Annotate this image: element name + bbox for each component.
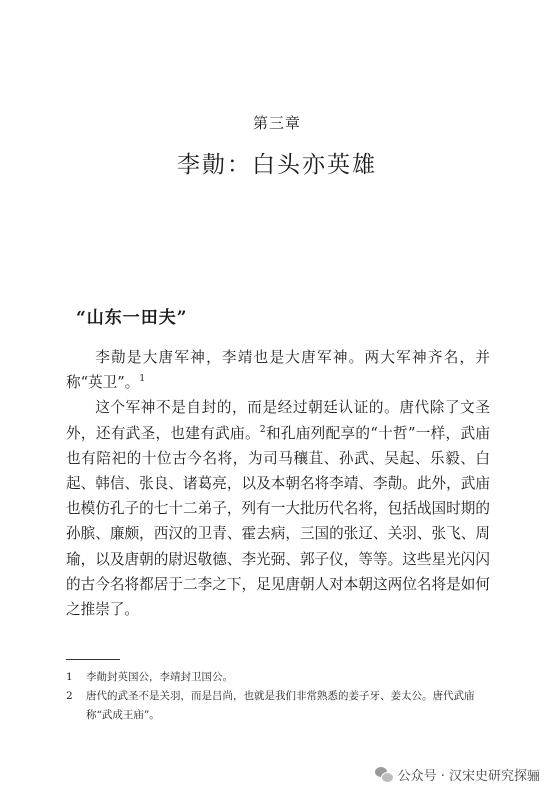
footnote-text: 李勣封英国公，李靖封卫国公。 [86, 671, 233, 683]
chapter-label: 第三章 [252, 114, 301, 132]
body-text [66, 345, 490, 622]
footnote-divider [66, 659, 120, 660]
paragraph-1 [66, 345, 490, 395]
paragraph-2-text-after: 和孔庙列配享的“十哲”一样，武庙也有陪祀的十位古今名将，为司马穰苴、孙武、吴起、乐毅、白起、韩信、张良、诸葛亮，以及本朝名将李靖、李勣。此外，武庙也模仿孔子的七十二弟子，列有一大批历代名将，包括战国时期的孙膑、廉颇，西汉的卫青、霍去病，三国的张辽、关羽、张飞、周瑜，以及唐朝的尉迟敬德、李光弼、郭子仪，等等。这些星光闪闪的古今名将都居于二李之下，足见唐朝人对本朝这两位名将是如何之推崇了。 [66, 424, 490, 619]
footnote-ref-2[interactable]: 2 [259, 424, 266, 435]
footnotes [66, 668, 490, 725]
watermark [375, 765, 540, 784]
footnote-1 [66, 668, 490, 687]
watermark-text: 公众号 · 汉宋史研究探骊 [397, 769, 540, 784]
footnote-text: 唐代的武圣不是关羽，而是吕尚，也就是我们非常熟悉的姜子牙、姜太公。唐代武庙称“武成王庙”。 [86, 690, 475, 721]
paragraph-2 [66, 395, 490, 622]
paragraph-1-text: 李勣是大唐军神，李靖也是大唐军神。两大军神齐名，并称“英卫”。 [66, 349, 490, 392]
footnote-2 [66, 687, 490, 725]
footnote-ref-1[interactable]: 1 [139, 374, 146, 385]
footnote-number: 2 [66, 690, 73, 702]
wechat-icon [375, 767, 393, 782]
section-heading: “山东一田夫” [76, 308, 188, 328]
chapter-title: 李勣：白头亦英雄 [177, 152, 377, 178]
paragraph-2-text: 这个军神不是自封的，而是经过朝廷认证的。唐代除了文圣外，还有武圣，也建有武庙。 [66, 399, 490, 442]
footnote-number: 1 [66, 671, 73, 683]
